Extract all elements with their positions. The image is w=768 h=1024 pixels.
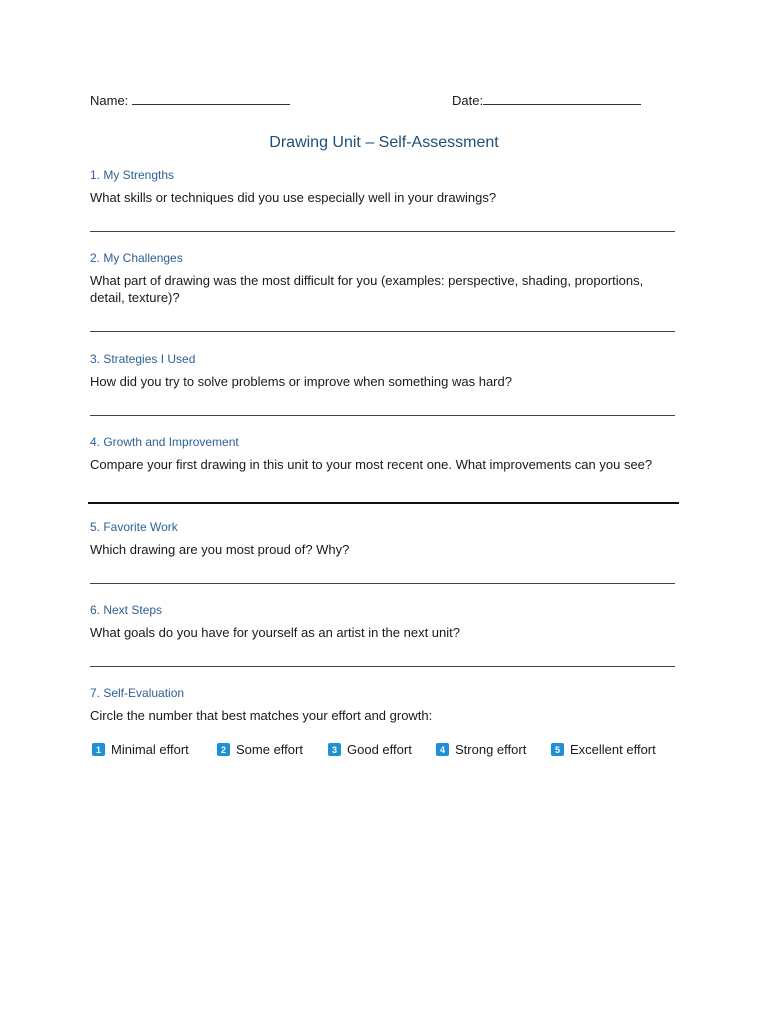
question-text: How did you try to solve problems or improve when something was hard?	[90, 374, 512, 389]
answer-line[interactable]	[90, 231, 675, 232]
date-blank[interactable]	[483, 92, 641, 105]
rating-option-4[interactable]	[436, 742, 526, 757]
section-heading: 6. Next Steps	[90, 603, 163, 617]
question-text: What part of drawing was the most difficult for you (examples: perspective, shading, proportions, detail, texture)?	[90, 273, 644, 305]
section-heading: 1. My Strengths	[90, 168, 175, 182]
rating-label: Some effort	[236, 742, 303, 757]
rating-option-3[interactable]	[328, 742, 412, 757]
section-challenges	[90, 250, 680, 306]
rating-option-1[interactable]	[92, 742, 189, 757]
answer-line[interactable]	[90, 583, 675, 584]
rating-label: Strong effort	[455, 742, 527, 757]
section-strengths	[90, 167, 680, 206]
number-5-icon: 5	[551, 743, 564, 756]
question-text: Which drawing are you most proud of? Why?	[90, 542, 350, 557]
section-heading: 4. Growth and Improvement	[90, 435, 239, 449]
name-field	[90, 92, 290, 108]
section-heading: 3. Strategies I Used	[90, 352, 196, 366]
section-heading: 5. Favorite Work	[90, 520, 178, 534]
question-text: What goals do you have for yourself as an artist in the next unit?	[90, 625, 460, 640]
rating-option-2[interactable]	[217, 742, 303, 757]
number-4-icon: 4	[436, 743, 449, 756]
answer-line[interactable]	[90, 666, 675, 667]
rating-option-5[interactable]	[551, 742, 656, 757]
section-heading: 2. My Challenges	[90, 251, 183, 265]
number-1-icon: 1	[92, 743, 105, 756]
section-favorite-work	[90, 519, 680, 558]
question-text: Circle the number that best matches your effort and growth:	[90, 708, 433, 723]
section-growth	[90, 434, 680, 473]
question-text: Compare your first drawing in this unit to your most recent one. What improvements can you see?	[90, 457, 653, 472]
name-blank[interactable]	[132, 92, 290, 105]
section-self-evaluation	[90, 685, 680, 724]
answer-line[interactable]	[90, 415, 675, 416]
rating-scale	[92, 742, 692, 762]
number-3-icon: 3	[328, 743, 341, 756]
number-2-icon: 2	[217, 743, 230, 756]
name-label: Name:	[90, 93, 129, 108]
section-heading: 7. Self-Evaluation	[90, 686, 185, 700]
rating-label: Good effort	[347, 742, 412, 757]
rating-label: Excellent effort	[570, 742, 656, 757]
date-field	[452, 92, 641, 108]
page-title: Drawing Unit – Self-Assessment	[269, 134, 499, 151]
section-strategies	[90, 351, 680, 390]
answer-line[interactable]	[88, 502, 679, 504]
answer-line[interactable]	[90, 331, 675, 332]
section-next-steps	[90, 602, 680, 641]
header-row	[90, 92, 680, 110]
question-text: What skills or techniques did you use especially well in your drawings?	[90, 190, 497, 205]
date-label: Date:	[452, 93, 484, 108]
rating-label: Minimal effort	[111, 742, 189, 757]
